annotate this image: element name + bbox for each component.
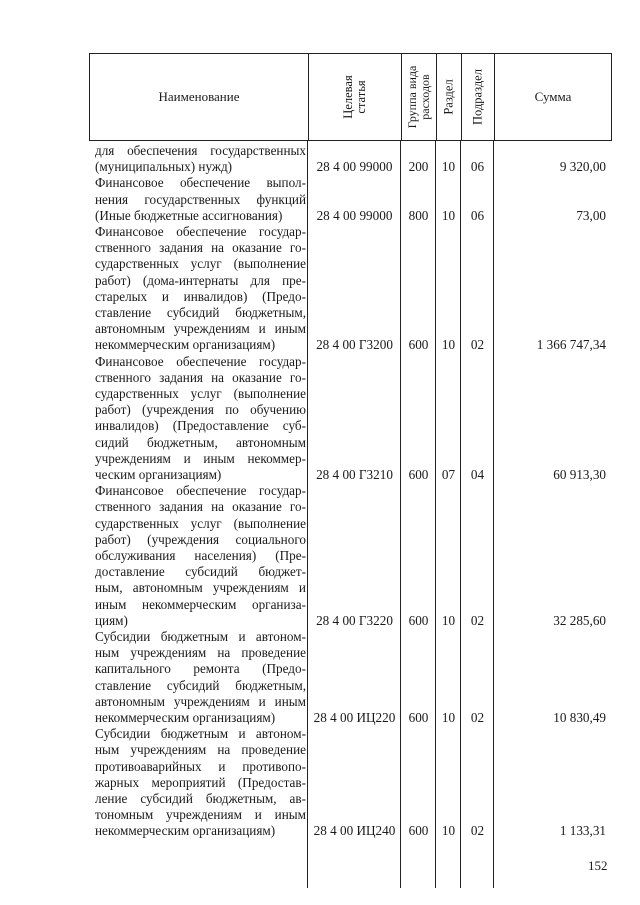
row-name-line: Субсидии бюджетным и автоном- (95, 629, 306, 644)
row-name-line: обслуживания населения) (Пре- (95, 548, 306, 563)
row-name-line: жарных мероприятий (Предостав- (95, 774, 306, 790)
row-name-line: ставление субсидий бюджетным, (95, 677, 306, 693)
row-name-line: инвалидов) (Предоставление суб- (95, 418, 306, 434)
row-name-line: ственного задания на оказание го- (95, 369, 306, 385)
row-name-line: работ) (учреждения социального (95, 531, 306, 547)
header-target-article: Целевая статья (341, 75, 368, 119)
header-section: Раздел (441, 79, 456, 115)
row-target-article: 28 4 00 ИЦ220 (313, 710, 396, 725)
row-name-line: Финансовое обеспечение государ- (95, 353, 306, 369)
row-target-article: 28 4 00 Г3220 (316, 612, 393, 628)
row-section: 10 (441, 823, 456, 839)
header-subsection: Подраздел (470, 69, 485, 125)
row-expense-group: 600 (408, 466, 429, 482)
row-name-line: автономным учреждениям и иным (95, 693, 306, 709)
table-row (89, 143, 612, 175)
row-subsection: 02 (470, 710, 485, 725)
row-name-line: Субсидии бюджетным и автоном- (95, 726, 306, 742)
row-section: 10 (441, 207, 456, 223)
row-name-line: ным учреждениям на проведение (95, 742, 306, 758)
row-name-line: доставление субсидий бюджет- (95, 564, 306, 580)
row-section: 10 (441, 710, 456, 725)
row-name-line: тономным учреждениям и иным (95, 807, 306, 823)
row-name-line: сударственных услуг (выполнение (95, 515, 306, 531)
row-name (95, 224, 306, 354)
header-name: Наименование (158, 89, 240, 104)
row-name-line: работ) (дома-интернаты для пре- (95, 272, 306, 288)
row-target-article: 28 4 00 ИЦ240 (313, 823, 396, 839)
row-name-line: сударственных услуг (выполнение (95, 386, 306, 401)
row-sum: 9 320,00 (559, 159, 606, 175)
row-name-line: ческим организациям) (95, 467, 222, 483)
row-sum: 60 913,30 (553, 466, 606, 482)
row-subsection: 02 (470, 612, 485, 628)
row-name-line: старелых и инвалидов) (Предо- (95, 288, 306, 304)
header-sum-cell (495, 54, 611, 140)
row-sum: 1 366 747,34 (536, 337, 606, 353)
table-header (89, 53, 612, 141)
row-name (95, 629, 306, 726)
row-subsection: 02 (470, 337, 485, 353)
row-name-line: для обеспечения государственных (95, 143, 306, 158)
row-name-line: ставление субсидий бюджетным, (95, 305, 306, 321)
row-target-article: 28 4 00 99000 (316, 207, 393, 223)
row-sum: 32 285,60 (553, 612, 606, 628)
header-expense-group-cell (402, 54, 437, 140)
row-name-line: циям) (95, 612, 128, 628)
header-section-cell (437, 54, 462, 140)
row-section: 10 (441, 612, 456, 628)
row-target-article: 28 4 00 Г3200 (316, 337, 393, 353)
row-name-line: некоммерческим организациям) (95, 823, 276, 839)
row-section: 10 (441, 159, 456, 175)
row-name (95, 143, 306, 175)
table-row (89, 354, 612, 484)
row-name-line: иным некоммерческим организа- (95, 596, 306, 612)
row-expense-group: 600 (408, 337, 429, 353)
header-name-cell (90, 54, 309, 140)
row-name-line: сидий бюджетным, автономным (95, 434, 306, 450)
row-name-line: учреждениям и иным некоммер- (95, 450, 306, 466)
row-sum: 73,00 (576, 207, 606, 223)
page-number: 152 (588, 858, 608, 873)
row-expense-group: 600 (408, 823, 429, 839)
row-target-article: 28 4 00 99000 (316, 159, 393, 175)
row-name-line: (муниципальных) нужд) (95, 159, 233, 175)
row-name-line: некоммерческим организациям) (95, 337, 276, 353)
row-subsection: 04 (470, 466, 485, 482)
row-name-line: автономным учреждениям и иным (95, 321, 306, 337)
row-name-line: (Иные бюджетные ассигнования) (95, 207, 283, 223)
table-body (89, 141, 612, 888)
row-name (95, 354, 306, 484)
table-row (89, 483, 612, 629)
row-sum: 1 133,31 (559, 823, 606, 839)
row-name-line: ным учреждениям на проведение (95, 645, 306, 661)
row-name-line: ственного задания на оказание го- (95, 499, 306, 515)
row-expense-group: 600 (408, 612, 429, 628)
header-subsection-cell (462, 54, 495, 140)
row-subsection: 06 (470, 159, 485, 175)
row-name-line: сударственных услуг (выполнение (95, 256, 306, 272)
row-name (95, 175, 306, 224)
row-name-line: Финансовое обеспечение выпол- (95, 175, 306, 191)
header-target-article-cell (309, 54, 402, 140)
row-name-line: нения государственных функций (95, 191, 306, 207)
table-row (89, 629, 612, 726)
table-row (89, 726, 612, 839)
header-sum: Сумма (534, 89, 572, 104)
row-section: 07 (441, 466, 456, 482)
row-name (95, 726, 306, 839)
row-subsection: 06 (470, 207, 485, 223)
row-name-line: ственного задания на оказание го- (95, 240, 306, 256)
table-row (89, 175, 612, 224)
row-name-line: противоаварийных и противопо- (95, 758, 306, 774)
row-name-line: ление субсидий бюджетным, ав- (95, 791, 306, 806)
row-expense-group: 800 (408, 207, 429, 223)
header-expense-group: Группа вида расходов (405, 65, 432, 129)
row-name-line: ным, автономным учреждениям и (95, 580, 306, 596)
row-target-article: 28 4 00 Г3210 (316, 466, 393, 482)
row-name-line: работ) (учреждения по обучению (95, 402, 306, 418)
row-expense-group: 200 (408, 159, 429, 175)
row-sum: 10 830,49 (553, 710, 606, 725)
row-name (95, 483, 306, 629)
row-subsection: 02 (470, 823, 485, 839)
row-name-line: Финансовое обеспечение государ- (95, 483, 306, 499)
row-section: 10 (441, 337, 456, 353)
row-name-line: некоммерческим организациям) (95, 710, 276, 726)
row-expense-group: 600 (408, 710, 429, 725)
table-row (89, 224, 612, 354)
row-name-line: Финансовое обеспечение государ- (95, 224, 306, 239)
row-name-line: капитального ремонта (Предо- (95, 661, 306, 677)
